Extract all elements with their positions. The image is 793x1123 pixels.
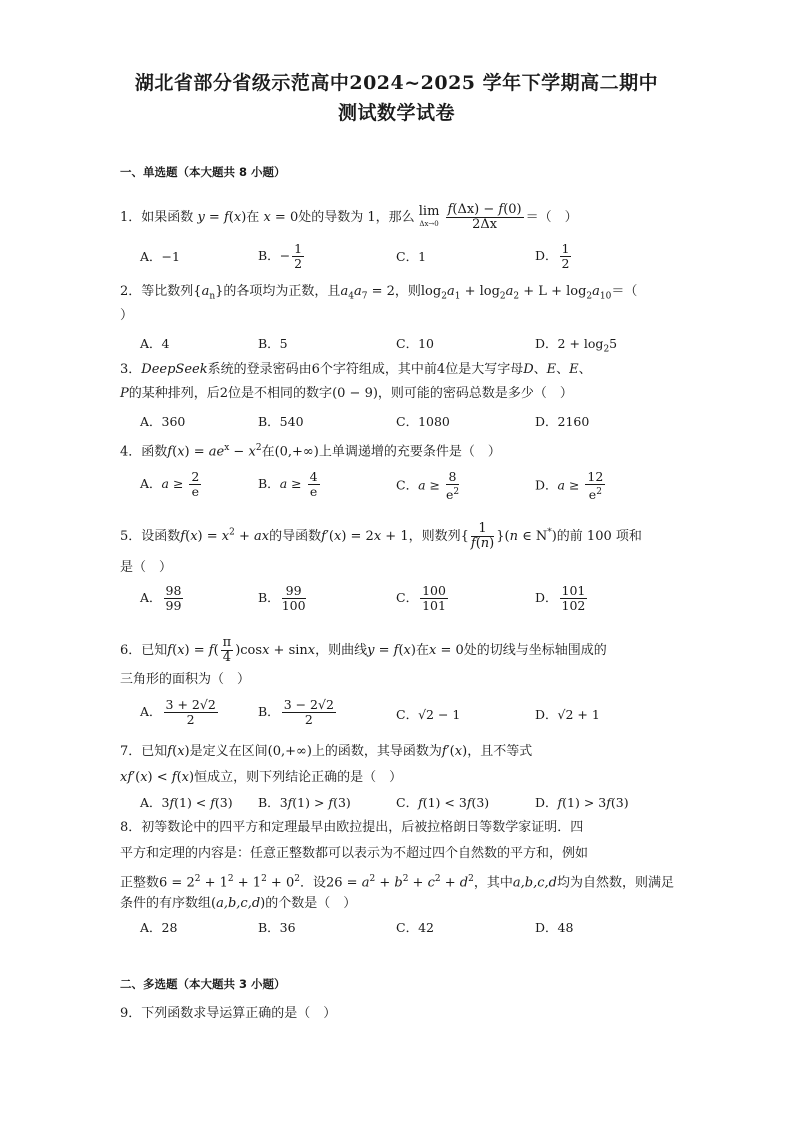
section-multiple-choice: 二、多选题（本大题共 3 小题）	[120, 977, 286, 991]
question-8-line-1: 8．初等数论中的四平方和定理最早由欧拉提出，后被拉格朗日等数学家证明．四	[120, 820, 584, 835]
question-2-end: ）	[120, 308, 134, 323]
q5-option-b: B． $\frac{99}{100}$	[258, 583, 306, 613]
q8-option-b: B．36	[258, 920, 296, 935]
q1-option-c: C．1	[396, 249, 427, 264]
q2-option-a: A．4	[140, 336, 170, 351]
q3-option-d: D．2160	[535, 414, 590, 429]
question-7-line-2: xf′(x) < f(x)恒成立，则下列结论正确的是（ ）	[120, 770, 403, 785]
q6-option-b: B． $\frac{3 - 2√2}{2}$	[258, 697, 334, 727]
q7-option-d: D．f(1) > 3f(3)	[535, 795, 629, 810]
question-6: 6．已知f(x) = f( $\frac{\pi}{4}$ )cosx + sinx，则曲线y = f(x)在x = 0处的切线与坐标轴围成的	[120, 635, 607, 665]
question-1: 1．如果函数 y = f(x)在 x = 0处的导数为 1，那么 lim Δx→0 $\frac{f(\Delta x) - f(0)}{2\Delta x}$ ＝（ ）	[120, 202, 578, 232]
q5-option-c: C． $\frac{100}{101}$	[396, 583, 446, 613]
question-5: 5．设函数$f(x) = x^2$ + ax的导函数f′(x) = 2x + 1，则数列{ $\frac{1}{f(n)}$ }(n ∈ N*)的前 100 项和	[120, 521, 642, 551]
question-9: 9．下列函数求导运算正确的是（ ）	[120, 1006, 337, 1021]
q7-option-c: C．f(1) < 3f(3)	[396, 795, 490, 810]
q5-option-a: A． $\frac{98}{99}$	[140, 583, 182, 613]
q8-option-d: D．48	[535, 920, 574, 935]
q1-option-a: A．−1	[140, 249, 180, 264]
q4-option-b: B．a ≥ $\frac{4}{e}$	[258, 469, 318, 499]
question-8-line-4: 条件的有序数组(a,b,c,d)的个数是（ ）	[120, 896, 357, 911]
q5-option-d: D． $\frac{101}{102}$	[535, 583, 586, 613]
q6-option-a: A． $\frac{3 + 2√2}{2}$	[140, 697, 216, 727]
q3-option-c: C．1080	[396, 414, 450, 429]
section-single-choice: 一、单选题（本大题共 8 小题）	[120, 165, 286, 179]
question-5-line-2: 是（ ）	[120, 560, 173, 575]
title-line-1: 湖北省部分省级示范高中2024~2025 学年下学期高二期中	[134, 72, 659, 94]
q2-option-d: D．$2 + \log_25$	[535, 336, 618, 355]
q6-option-d: D．√2 + 1	[535, 707, 600, 722]
q3-option-a: A．360	[140, 414, 186, 429]
q7-option-b: B．3f(1) > f(3)	[258, 795, 351, 810]
q2-option-c: C．10	[396, 336, 434, 351]
question-8-line-2: 平方和定理的内容是：任意正整数都可以表示为不超过四个自然数的平方和，例如	[120, 846, 589, 861]
q7-option-a: A．3f(1) < f(3)	[140, 795, 233, 810]
question-3: 3．DeepSeek系统的登录密码由6个字符组成，其中前4位是大写字母D、E、E、	[120, 362, 592, 377]
q4-option-a: A．a ≥ $\frac{2}{e}$	[140, 469, 200, 499]
q8-option-a: A．28	[140, 920, 178, 935]
question-4: 4．函数$f(x) = ae^x - x^2$在(0,+∞)上单调递增的充要条件是（ ）	[120, 443, 501, 460]
q4-option-d: D．a ≥ $\frac{12}{e^2}$	[535, 469, 604, 503]
title-line-2: 测试数学试卷	[337, 102, 455, 124]
q3-option-b: B．540	[258, 414, 304, 429]
q1-option-b: B．− $\frac{1}{2}$	[258, 241, 303, 271]
question-3-line-2: P的某种排列，后2位是不相同的数字(0 − 9)，则可能的密码总数是多少（ ）	[120, 386, 573, 401]
q8-option-c: C．42	[396, 920, 434, 935]
q6-option-c: C．√2 − 1	[396, 707, 461, 722]
q4-option-c: C．a ≥ $\frac{8}{e^2}$	[396, 469, 460, 503]
q1-option-d: D． $\frac{1}{2}$	[535, 241, 570, 271]
question-8-line-3: 正整数$6 = 2^2 + 1^2 + 1^2 + 0^2$．设$26 = a^2 + b^2 + c^2 + d^2$，其中a,b,c,d均为自然数，则满足	[120, 874, 674, 891]
question-7: 7．已知f(x)是定义在区间(0,+∞)上的函数，其导函数为f′(x)，且不等式	[120, 744, 533, 759]
question-2: 2．等比数列$\{a_n\}$的各项均为正数，且$a_4a_7 = 2$，则$\log_2a_1 + \log_2a_2 + L + \log_2a_{10}=$（	[120, 284, 638, 302]
q2-option-b: B．5	[258, 336, 288, 351]
question-6-line-2: 三角形的面积为（ ）	[120, 672, 251, 687]
